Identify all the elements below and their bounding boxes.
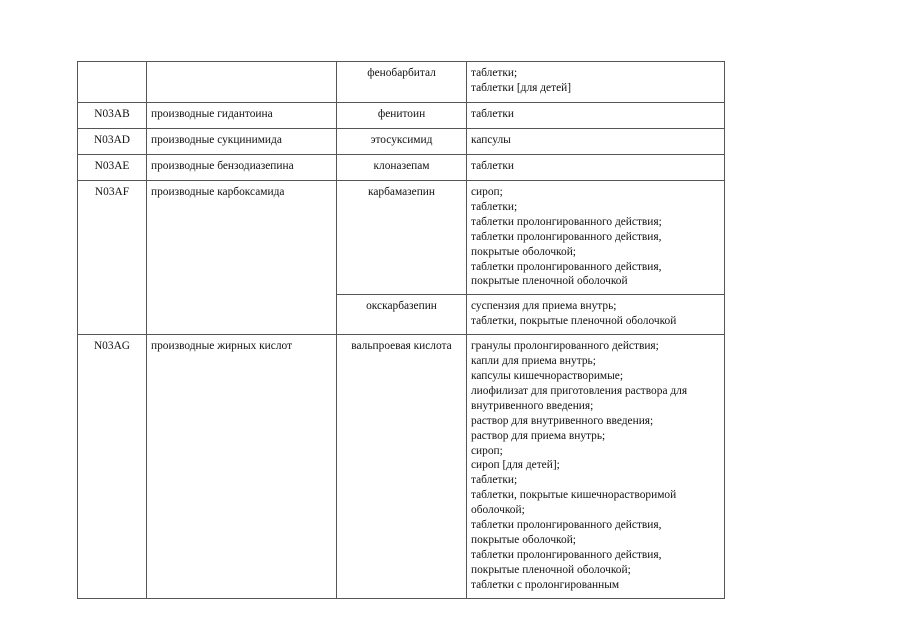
dosage-forms-cell: суспензия для приема внутрь; таблетки, покрытые пленочной оболочкой xyxy=(467,295,725,335)
atc-group-cell: производные жирных кислот xyxy=(147,335,337,598)
table-row xyxy=(78,181,725,295)
dosage-forms-cell: сироп; таблетки; таблетки пролонгированного действия; таблетки пролонгированного действия, покрытые оболочкой; таблетки пролонгированного действия, покрытые пленочной оболочкой xyxy=(467,181,725,295)
drug-name-cell: карбамазепин xyxy=(337,181,467,295)
atc-group-cell: производные бензодиазепина xyxy=(147,155,337,181)
atc-code-cell: N03AB xyxy=(78,103,147,129)
dosage-forms-cell: капсулы xyxy=(467,129,725,155)
table-row xyxy=(78,62,725,103)
atc-group-cell xyxy=(147,62,337,103)
atc-code-cell: N03AF xyxy=(78,181,147,335)
drug-name-cell: фенитоин xyxy=(337,103,467,129)
atc-group-cell: производные карбоксамида xyxy=(147,181,337,335)
atc-code-cell: N03AG xyxy=(78,335,147,598)
drug-name-cell: фенобарбитал xyxy=(337,62,467,103)
dosage-forms-cell: таблетки xyxy=(467,155,725,181)
drug-name-cell: этосуксимид xyxy=(337,129,467,155)
table-row xyxy=(78,129,725,155)
drug-name-cell: клоназепам xyxy=(337,155,467,181)
drug-name-cell: вальпроевая кислота xyxy=(337,335,467,598)
table-row xyxy=(78,103,725,129)
atc-group-cell: производные сукцинимида xyxy=(147,129,337,155)
atc-code-cell: N03AE xyxy=(78,155,147,181)
drug-table xyxy=(77,61,725,599)
atc-group-cell: производные гидантоина xyxy=(147,103,337,129)
table-row xyxy=(78,335,725,598)
dosage-forms-cell: таблетки; таблетки [для детей] xyxy=(467,62,725,103)
table-row xyxy=(78,155,725,181)
atc-code-cell: N03AD xyxy=(78,129,147,155)
atc-code-cell xyxy=(78,62,147,103)
dosage-forms-cell: гранулы пролонгированного действия; капли для приема внутрь; капсулы кишечнорастворимые; лиофилизат для приготовления раствора для внутривенного введения; раствор для внутривенного введения; раствор для приема внутрь; сироп; сироп [для детей]; таблетки; таблетки, покрытые кишечнорастворимой оболочкой; таблетки пролонгированного действия, покрытые оболочкой; таблетки пролонгированного действия, покрытые пленочной оболочкой; таблетки с пролонгированным xyxy=(467,335,725,598)
dosage-forms-cell: таблетки xyxy=(467,103,725,129)
drug-name-cell: окскарбазепин xyxy=(337,295,467,335)
